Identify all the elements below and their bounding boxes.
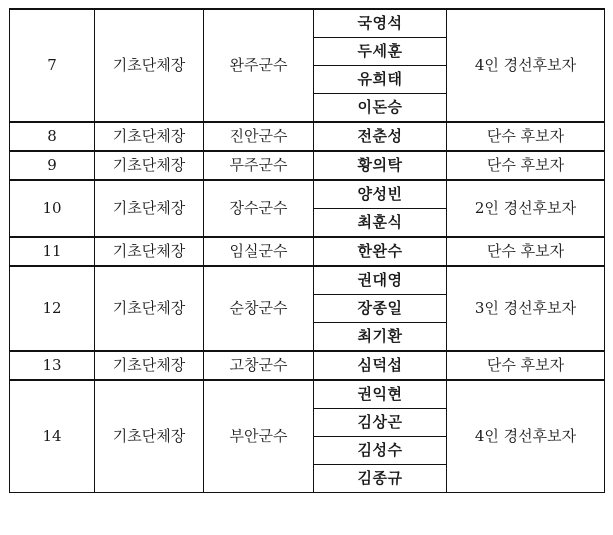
table-row [10,380,605,409]
election-type: 기초단체장 [95,151,204,180]
election-type: 기초단체장 [95,351,204,380]
candidate-name: 권익현 [314,380,447,409]
candidate-name: 전춘성 [314,122,447,151]
candidate-name: 양성빈 [314,180,447,209]
candidate-name: 최기환 [314,323,447,352]
election-type: 기초단체장 [95,237,204,266]
row-number: 14 [10,380,95,493]
candidate-status: 4인 경선후보자 [447,9,605,122]
election-type: 기초단체장 [95,9,204,122]
candidate-status: 2인 경선후보자 [447,180,605,237]
election-type: 기초단체장 [95,180,204,237]
candidate-name: 권대영 [314,266,447,295]
election-type: 기초단체장 [95,122,204,151]
table-row [10,180,605,209]
region-name: 임실군수 [204,237,314,266]
region-name: 진안군수 [204,122,314,151]
candidate-status: 단수 후보자 [447,151,605,180]
region-name: 고창군수 [204,351,314,380]
table-row [10,266,605,295]
candidate-status: 단수 후보자 [447,351,605,380]
candidate-status: 3인 경선후보자 [447,266,605,351]
candidate-status: 4인 경선후보자 [447,380,605,493]
candidate-table-body [10,9,605,493]
candidate-status: 단수 후보자 [447,122,605,151]
election-type: 기초단체장 [95,266,204,351]
row-number: 9 [10,151,95,180]
candidate-name: 최훈식 [314,209,447,238]
row-number: 8 [10,122,95,151]
candidate-name: 김종규 [314,465,447,493]
region-name: 장수군수 [204,180,314,237]
candidate-name: 김상곤 [314,409,447,437]
row-number: 12 [10,266,95,351]
candidate-name: 김성수 [314,437,447,465]
region-name: 무주군수 [204,151,314,180]
table-row [10,9,605,38]
table-row [10,122,605,151]
candidate-name: 유희태 [314,66,447,94]
candidate-name: 심덕섭 [314,351,447,380]
candidate-name: 국영석 [314,9,447,38]
region-name: 완주군수 [204,9,314,122]
region-name: 순창군수 [204,266,314,351]
election-type: 기초단체장 [95,380,204,493]
row-number: 10 [10,180,95,237]
row-number: 13 [10,351,95,380]
candidate-name: 황의탁 [314,151,447,180]
candidate-name: 한완수 [314,237,447,266]
table-row [10,151,605,180]
candidate-name: 이돈승 [314,94,447,123]
candidate-table [9,8,605,493]
table-row [10,351,605,380]
candidate-status: 단수 후보자 [447,237,605,266]
candidate-name: 장종일 [314,295,447,323]
region-name: 부안군수 [204,380,314,493]
candidate-name: 두세훈 [314,38,447,66]
row-number: 11 [10,237,95,266]
row-number: 7 [10,9,95,122]
table-row [10,237,605,266]
